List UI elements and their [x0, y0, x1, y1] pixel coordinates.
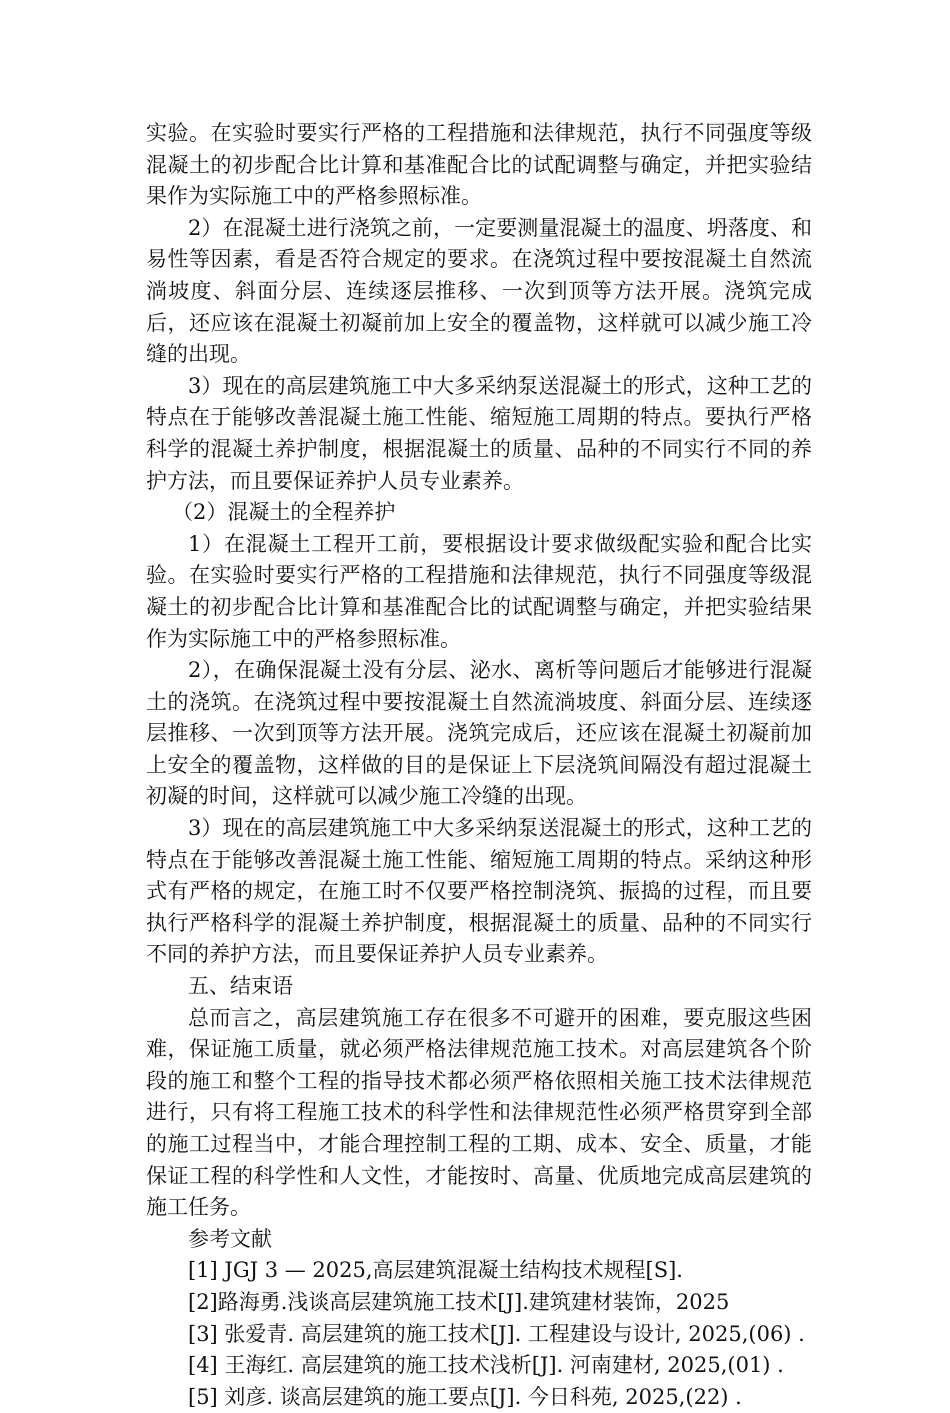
paragraph-pouring-preparation: 2）在混凝土进行浇筑之前，一定要测量混凝土的温度、坍落度、和易性等因素，看是否符合规定的要求。在浇筑过程中要按混凝土自然流淌坡度、斜面分层、连续逐层推移、一次到顶等方法开展。浇筑完成后，还应该在混凝土初凝前加上安全的覆盖物，这样就可以减少施工冷缝的出现。 [146, 215, 812, 367]
paragraph-curing-step-1: 1）在混凝土工程开工前，要根据设计要求做级配实验和配合比实验。在实验时要实行严格的工程措施和法律规范，执行不同强度等级混凝土的初步配合比计算和基准配合比的试配调整与确定，并把实验结果作为实际施工中的严格参照标准。 [146, 531, 812, 651]
paragraph-curing-step-2: 2），在确保混凝土没有分层、泌水、离析等问题后才能够进行混凝土的浇筑。在浇筑过程中要按混凝土自然流淌坡度、斜面分层、连续逐层推移、一次到顶等方法开展。浇筑完成后，还应该在混凝土初凝前加上安全的覆盖物，这样做的目的是保证上下层浇筑间隔没有超过混凝土初凝的时间，这样就可以减少施工冷缝的出现。 [146, 658, 812, 809]
references-heading: 参考文献 [188, 1226, 272, 1251]
reference-item: [5] 刘彦. 谈高层建筑的施工要点[J]. 今日科苑, 2025,(22) . [188, 1384, 742, 1409]
reference-item: [4] 王海红. 高层建筑的施工技术浅析[J]. 河南建材, 2025,(01) . [188, 1353, 784, 1378]
paragraph-experiment-continued: 实验。在实验时要实行严格的工程措施和法律规范，执行不同强度等级混凝土的初步配合比计算和基准配合比的试配调整与确定，并把实验结果作为实际施工中的严格参照标准。 [146, 121, 812, 209]
paragraph-conclusion: 总而言之，高层建筑施工存在很多不可避开的困难，要克服这些困难，保证施工质量，就必须严格法律规范施工技术。对高层建筑各个阶段的施工和整个工程的指导技术都必须严格依照相关施工技术法律规范进行，只有将工程施工技术的科学性和法律规范性必须严格贯穿到全部的施工过程当中，才能合理控制工程的工期、成本、安全、质量，才能保证工程的科学性和人文性，才能按时、高量、优质地完成高层建筑的施工任务。 [146, 1005, 812, 1220]
reference-item: [2]路海勇.浅谈高层建筑施工技术[J].建筑建材装饰，2025 [188, 1289, 730, 1314]
reference-item: [3] 张爱青. 高层建筑的施工技术[J]. 工程建设与设计, 2025,(06) . [188, 1321, 805, 1346]
reference-item: [1] JGJ 3 — 2025,高层建筑混凝土结构技术规程[S]. [188, 1258, 683, 1283]
paragraph-pumped-concrete: 3）现在的高层建筑施工中大多采纳泵送混凝土的形式，这种工艺的特点在于能够改善混凝土施工性能、缩短施工周期的特点。要执行严格科学的混凝土养护制度，根据混凝土的质量、品种的不同实行不同的养护方法，而且要保证养护人员专业素养。 [146, 373, 812, 493]
body-text [146, 118, 812, 1413]
section-heading-curing: （2）混凝土的全程养护 [172, 500, 396, 525]
paragraph-curing-step-3: 3）现在的高层建筑施工中大多采纳泵送混凝土的形式，这种工艺的特点在于能够改善混凝土施工性能、缩短施工周期的特点。采纳这种形式有严格的规定，在施工时不仅要严格控制浇筑、振捣的过程，而且要执行严格科学的混凝土养护制度，根据混凝土的质量、品种的不同实行不同的养护方法，而且要保证养护人员专业素养。 [146, 816, 812, 967]
section-heading-conclusion: 五、结束语 [188, 974, 293, 999]
